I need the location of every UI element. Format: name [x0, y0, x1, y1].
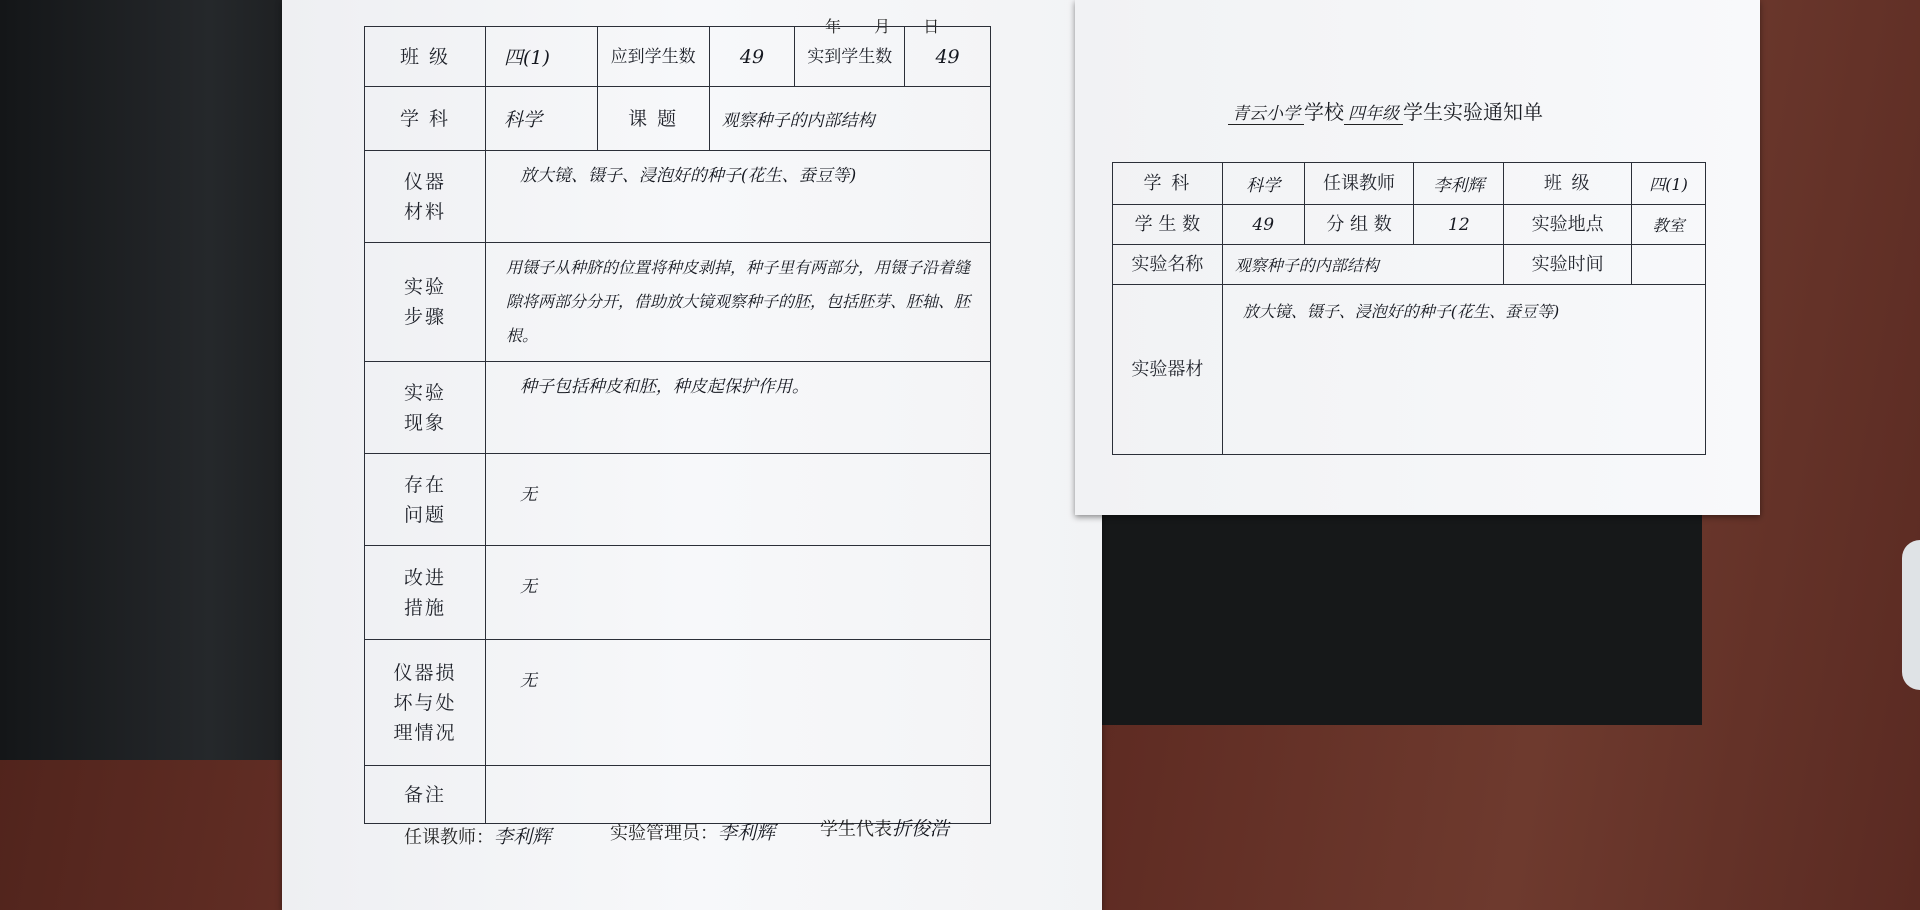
notice-title: [1228, 96, 1543, 125]
notice-groups-value: 12: [1414, 205, 1504, 245]
notice-class-label: 班 级: [1504, 163, 1632, 205]
date-month: 月: [874, 17, 891, 36]
notice-time-label: 实验时间: [1504, 245, 1632, 285]
notice-name-value: 观察种子的内部结构: [1222, 245, 1504, 285]
grade-name: 四年级: [1344, 104, 1403, 125]
notice-count-label: 学 生 数: [1113, 205, 1223, 245]
notice-count-value: 49: [1222, 205, 1304, 245]
cup-edge: [1902, 540, 1920, 690]
expected-label: 应到学生数: [597, 27, 709, 87]
admin-sig-label: 实验管理员：: [610, 823, 718, 844]
actual-value: 49: [905, 27, 991, 87]
problems-value: 无: [485, 454, 990, 546]
admin-sig: 李利辉: [718, 822, 776, 844]
admin-signature-line: [610, 818, 775, 845]
experiment-notice-table: [1112, 162, 1706, 455]
steps-value: 用镊子从种脐的位置将种皮剥掉，种子里有两部分，用镊子沿着缝隙将两部分分开，借助放大镜观察种子的胚，包括胚芽、胚轴、胚根。: [485, 243, 990, 362]
steps-label: 实验步骤: [365, 243, 486, 362]
notice-time-value: [1632, 245, 1706, 285]
damage-label: 仪器损坏与处理情况: [365, 640, 486, 766]
notice-subject-label: 学 科: [1113, 163, 1223, 205]
date-year: 年: [825, 17, 842, 36]
actual-label: 实到学生数: [795, 27, 905, 87]
topic-label: 课 题: [597, 87, 709, 151]
notice-place-label: 实验地点: [1504, 205, 1632, 245]
remark-label: 备注: [365, 766, 486, 824]
problems-label: 存在问题: [365, 454, 486, 546]
subject-value: 科学: [485, 87, 597, 151]
school-name: 青云小学: [1228, 104, 1304, 125]
topic-value: 观察种子的内部结构: [709, 87, 990, 151]
teacher-sig: 李利辉: [494, 826, 552, 848]
student-sig-label: 学生代表: [820, 819, 892, 840]
class-label: 班 级: [365, 27, 486, 87]
experiment-record-table: [364, 26, 991, 824]
student-signature-line: [820, 814, 949, 841]
phenomena-label: 实验现象: [365, 362, 486, 454]
notice-teacher-value: 李利辉: [1414, 163, 1504, 205]
class-value: 四(1): [485, 27, 597, 87]
materials-value: 放大镜、镊子、浸泡好的种子(花生、蚕豆等): [485, 151, 990, 243]
desk-mat-under-notice: [1090, 505, 1702, 725]
notice-name-label: 实验名称: [1113, 245, 1223, 285]
notice-place-value: 教室: [1632, 205, 1706, 245]
teacher-sig-label: 任课教师：: [404, 827, 494, 848]
date-day: 日: [923, 17, 940, 36]
teacher-signature-line: [404, 822, 551, 849]
damage-value: 无: [485, 640, 990, 766]
notice-teacher-label: 任课教师: [1304, 163, 1414, 205]
desk-mat-left: [0, 0, 300, 760]
subject-label: 学 科: [365, 87, 486, 151]
notice-subject-value: 科学: [1222, 163, 1304, 205]
school-label: 学校: [1304, 100, 1344, 124]
notice-equip-label: 实验器材: [1113, 285, 1223, 455]
phenomena-value: 种子包括种皮和胚，种皮起保护作用。: [485, 362, 990, 454]
notice-groups-label: 分 组 数: [1304, 205, 1414, 245]
notice-class-value: 四(1): [1632, 163, 1706, 205]
improve-label: 改进措施: [365, 546, 486, 640]
materials-label: 仪器材料: [365, 151, 486, 243]
expected-value: 49: [709, 27, 795, 87]
student-sig: 折俊浩: [892, 818, 950, 840]
notice-title-text: 学生实验通知单: [1403, 100, 1543, 124]
improve-value: 无: [485, 546, 990, 640]
notice-equip-value: 放大镜、镊子、浸泡好的种子(花生、蚕豆等): [1222, 285, 1705, 455]
